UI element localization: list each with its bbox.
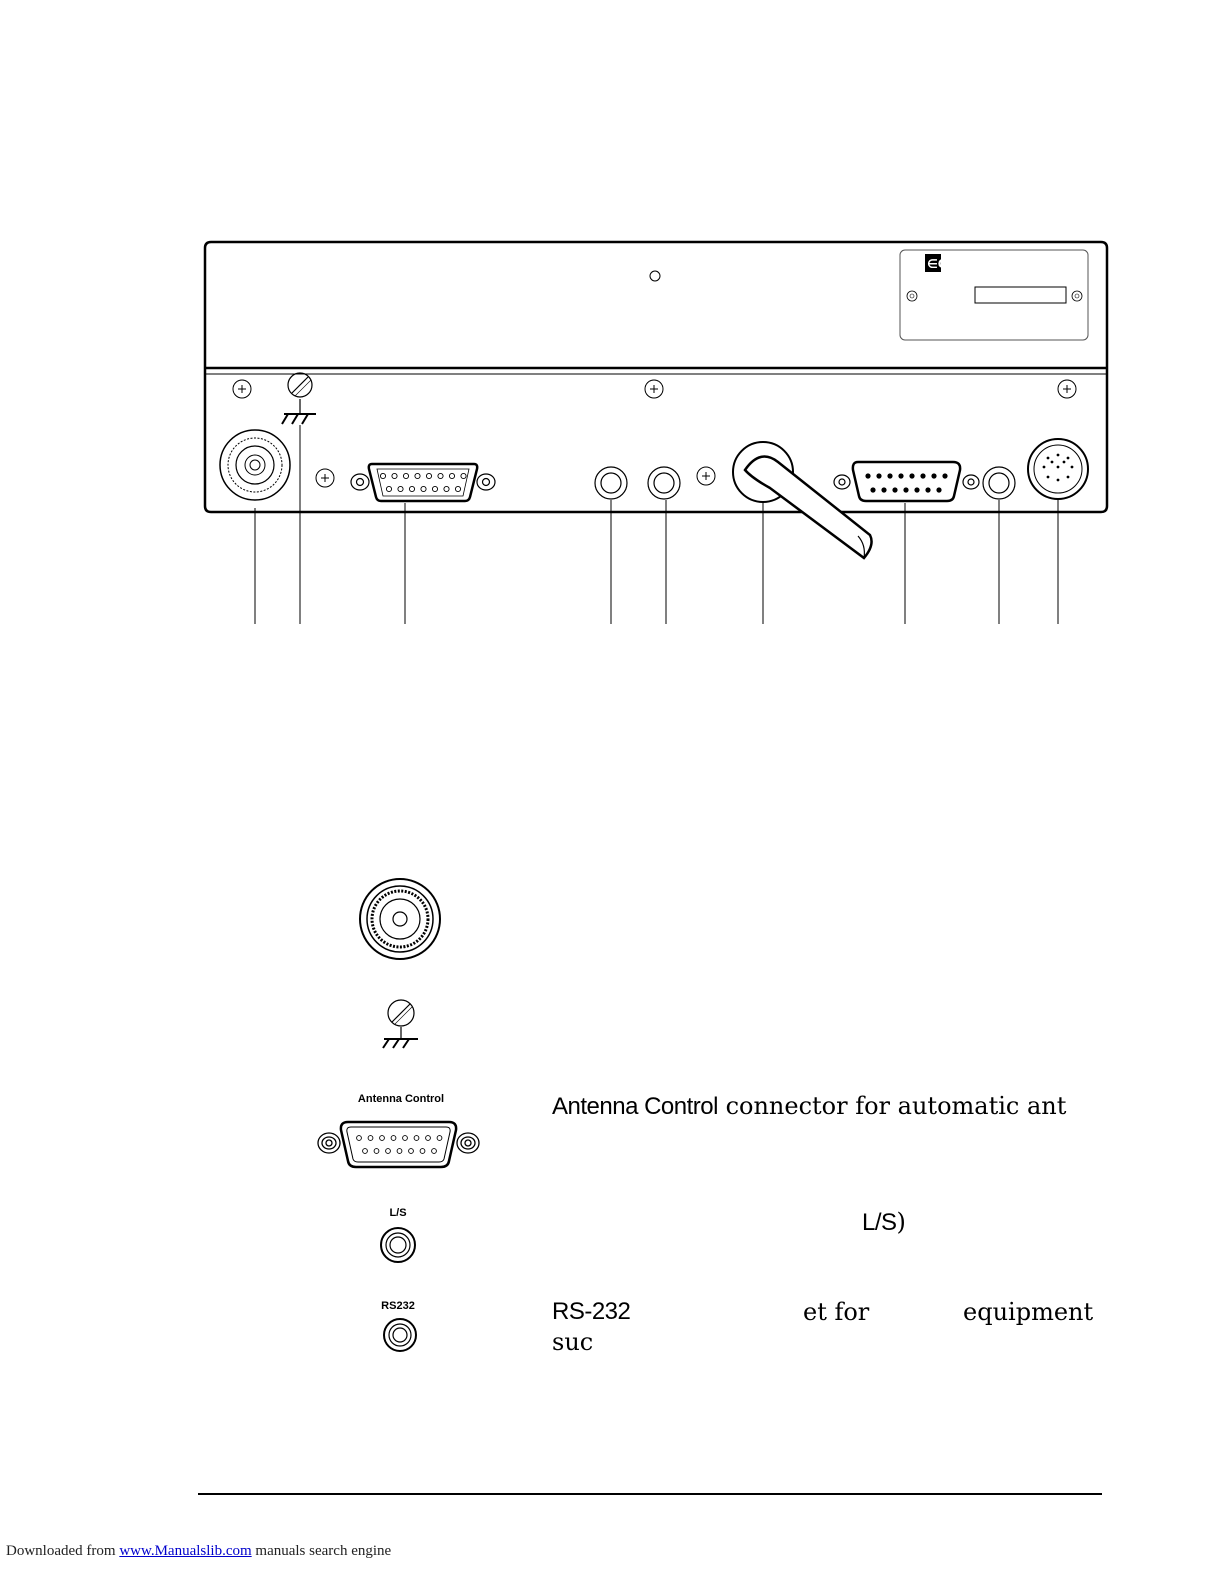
connector-pin — [870, 487, 875, 492]
connector-pin — [409, 1149, 414, 1154]
ground-screw-icon — [378, 996, 428, 1056]
connector-pin — [426, 1136, 431, 1141]
connector-pin — [865, 473, 870, 478]
antenna-control-description — [552, 1092, 1066, 1121]
connector-pin — [925, 487, 930, 492]
connector-pin — [437, 1136, 442, 1141]
panel-outline — [205, 242, 1107, 512]
footer-suffix: manuals search engine — [251, 1543, 392, 1559]
connector-pin — [920, 473, 925, 478]
connector-pin — [391, 1136, 396, 1141]
rs232-jack-icon — [372, 1296, 428, 1358]
rear-panel-drawing — [0, 0, 1224, 640]
connector-pin — [931, 473, 936, 478]
connector-pin — [363, 1149, 368, 1154]
connector-pin — [368, 1136, 373, 1141]
din-pin — [1067, 476, 1070, 479]
rs232-text-fragment: et for — [803, 1298, 870, 1326]
ls-term: L/S — [862, 1209, 897, 1236]
din-pin — [1071, 466, 1074, 469]
din-pin — [1057, 454, 1060, 457]
din-pin — [1051, 461, 1054, 464]
download-footer — [6, 1543, 391, 1560]
connector-pin — [414, 1136, 419, 1141]
connector-pin — [380, 1136, 385, 1141]
ls-jack-icon — [372, 1203, 428, 1265]
din-pin — [1043, 466, 1046, 469]
connector-pin — [420, 1149, 425, 1154]
ls-description — [862, 1208, 906, 1237]
antenna-control-term: Antenna Control — [552, 1093, 718, 1120]
connector-pin — [386, 1149, 391, 1154]
din-pin — [1057, 479, 1060, 482]
din-pin — [1067, 457, 1070, 460]
din-pin — [1047, 457, 1050, 460]
antenna-control-icon-label: Antenna Control — [357, 1093, 445, 1105]
connector-pin — [397, 1149, 402, 1154]
connector-pin — [942, 473, 947, 478]
connector-pin — [881, 487, 886, 492]
connector-pin — [892, 487, 897, 492]
eu-mark-text: ∈C — [927, 257, 947, 271]
connector-pin — [357, 1136, 362, 1141]
connector-pin — [432, 1149, 437, 1154]
connector-pin — [909, 473, 914, 478]
ls-icon-label: L/S — [389, 1207, 407, 1219]
connector-pin — [403, 1136, 408, 1141]
din-pin — [1063, 461, 1066, 464]
connector-pin — [898, 473, 903, 478]
connector-pin — [914, 487, 919, 492]
footer-prefix: Downloaded from — [6, 1543, 120, 1559]
connector-pin — [374, 1149, 379, 1154]
antenna-control-connector-icon — [315, 1088, 483, 1174]
rs232-term: RS-232 — [552, 1298, 631, 1325]
connector-pin — [936, 487, 941, 492]
connector-pin — [903, 487, 908, 492]
ls-text: ) — [896, 1208, 906, 1236]
antenna-control-text: connector for automatic ant — [717, 1092, 1067, 1120]
footer-rule — [198, 1493, 1102, 1495]
connector-pin — [876, 473, 881, 478]
din-pin — [1057, 466, 1060, 469]
rs232-icon-label: RS232 — [381, 1300, 415, 1312]
connector-pin — [887, 473, 892, 478]
rs232-text-fragment: suc — [552, 1328, 594, 1356]
manualslib-link[interactable]: www.Manualslib.com — [119, 1543, 252, 1559]
bnc-antenna-connector-icon — [350, 870, 450, 970]
din-pin — [1047, 476, 1050, 479]
rs232-text-fragment: equipment — [963, 1298, 1094, 1326]
